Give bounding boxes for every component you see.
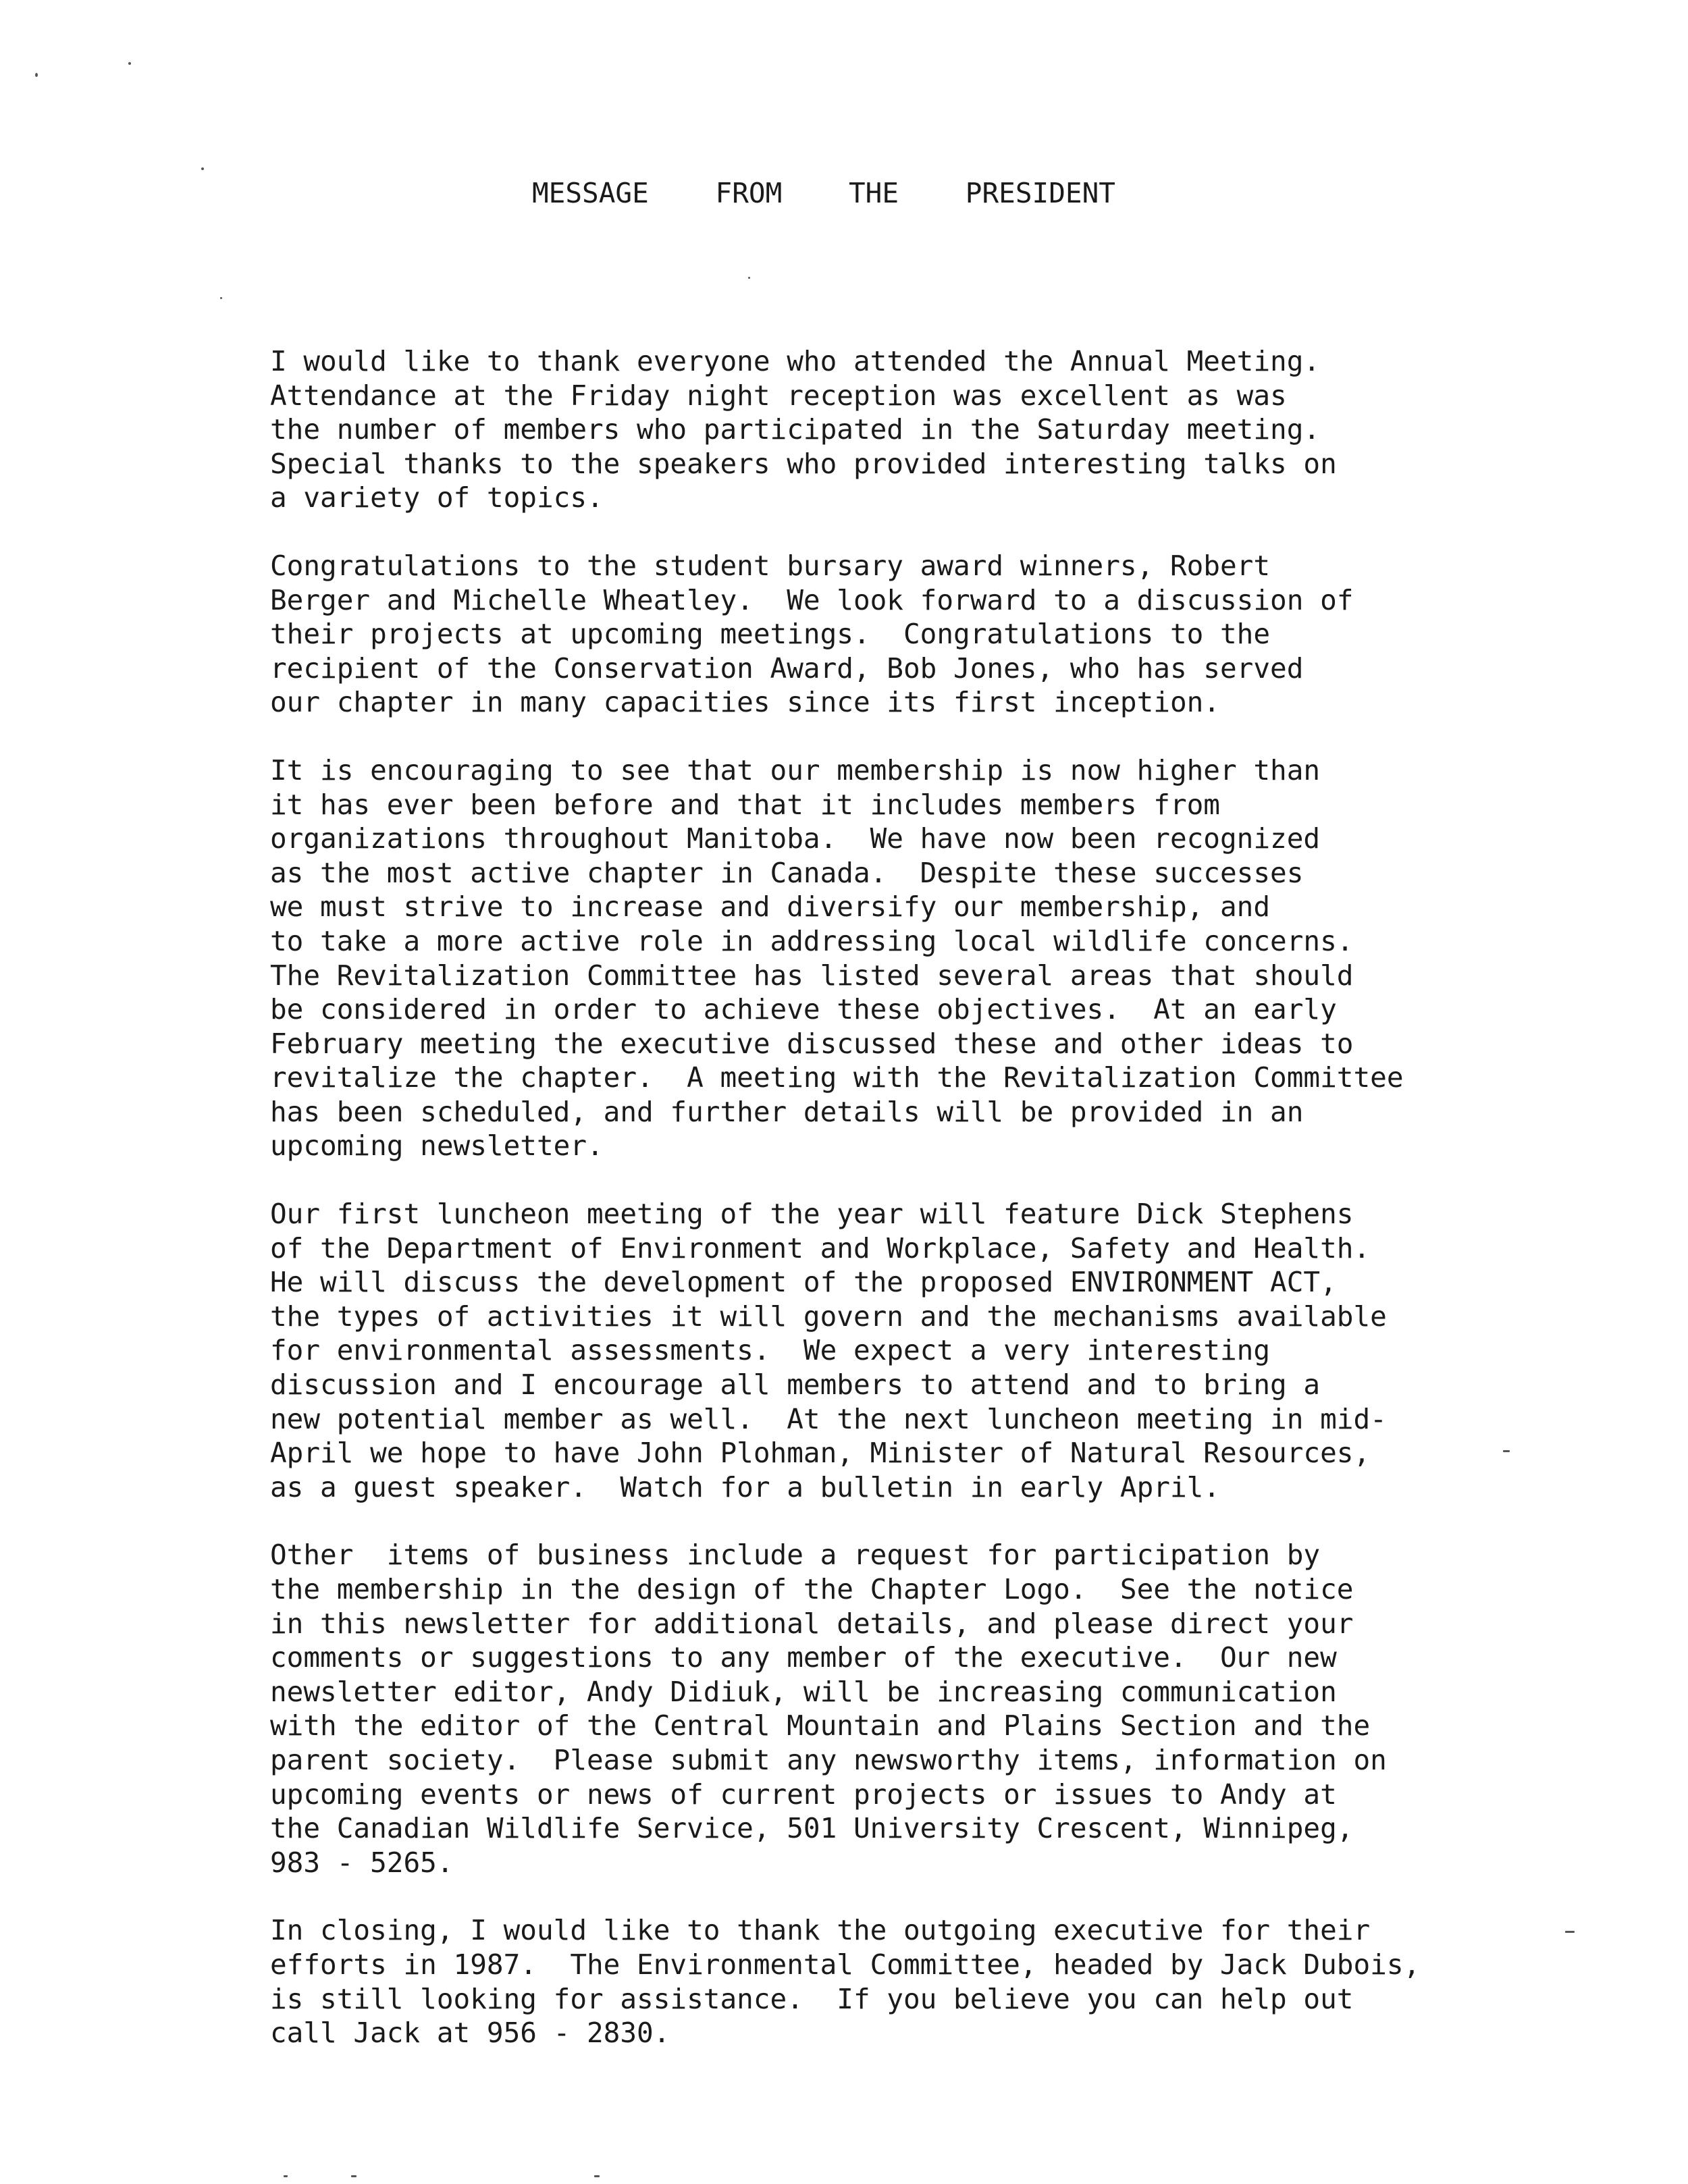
text-line: In closing, I would like to thank the outgoing executive for their [270,1914,1371,1947]
paragraph-luncheon [270,1197,1431,1504]
text-line: recipient of the Conservation Award, Bob Jones, who has served [270,651,1304,685]
text-line: the Canadian Wildlife Service, 501 University Crescent, Winnipeg, [270,1812,1354,1845]
text-line: I would like to thank everyone who attended the Annual Meeting. [270,345,1321,377]
text-line: comments or suggestions to any member of the executive. Our new [270,1641,1337,1674]
paragraph-membership [270,753,1431,1163]
text-line: upcoming newsletter. [270,1129,604,1163]
text-line: the number of members who participated in the Saturday meeting. [270,413,1321,446]
text-line: be considered in order to achieve these objectives. At an early [270,993,1337,1026]
scan-speck [1503,1450,1510,1452]
text-line: call Jack at 956 - 2830. [270,2017,670,2050]
text-line: Berger and Michelle Wheatley. We look forward to a discussion of [270,583,1354,616]
text-line: Our first luncheon meeting of the year will feature Dick Stephens [270,1198,1354,1231]
letter-body [270,344,1431,2084]
scan-speck [35,73,38,77]
scan-speck [351,2175,357,2177]
paragraph-annual-meeting [270,344,1431,515]
scan-speck [1565,1931,1575,1933]
text-line: discussion and I encourage all members to attend and to bring a [270,1368,1321,1402]
text-line: Attendance at the Friday night reception was excellent as was [270,379,1287,412]
scan-speck [594,2175,600,2177]
text-line: a variety of topics. [270,481,604,514]
text-line: their projects at upcoming meetings. Congratulations to the [270,618,1271,651]
paragraph-closing [270,1913,1431,2050]
scan-speck [201,167,204,170]
text-line: Special thanks to the speakers who provided interesting talks on [270,447,1337,480]
text-line: the types of activities it will govern and the mechanisms available [270,1300,1387,1333]
text-line: for environmental assessments. We expect a very interesting [270,1334,1271,1367]
text-line: of the Department of Environment and Workplace, Safety and Health. [270,1231,1371,1264]
text-line: organizations throughout Manitoba. We have now been recognized [270,822,1321,855]
text-line: April we hope to have John Plohman, Minister of Natural Resources, [270,1437,1371,1470]
text-line: The Revitalization Committee has listed several areas that should [270,959,1354,992]
text-line: our chapter in many capacities since its first inception. [270,686,1220,719]
text-line: upcoming events or news of current projects or issues to Andy at [270,1778,1337,1811]
text-line: efforts in 1987. The Environmental Committee, headed by Jack Dubois, [270,1948,1421,1981]
text-line: revitalize the chapter. A meeting with the Revitalization Committee [270,1061,1404,1094]
text-line: with the editor of the Central Mountain and Plains Section and the [270,1709,1371,1742]
page-title: MESSAGE FROM THE PRESIDENT [532,177,1115,209]
text-line: 983 - 5265. [270,1846,454,1879]
text-line: new potential member as well. At the next luncheon meeting in mid- [270,1402,1387,1435]
paragraph-other-business [270,1538,1431,1880]
scan-speck [128,62,131,65]
scan-speck [748,277,750,279]
text-line: it has ever been before and that it includes members from [270,788,1220,821]
text-line: as the most active chapter in Canada. Despite these successes [270,856,1304,889]
text-line: parent society. Please submit any newsworthy items, information on [270,1743,1387,1776]
text-line: He will discuss the development of the proposed ENVIRONMENT ACT, [270,1266,1337,1299]
text-line: is still looking for assistance. If you believe you can help out [270,1982,1354,2015]
text-line: newsletter editor, Andy Didiuk, will be increasing communication [270,1675,1337,1708]
paragraph-awards [270,549,1431,720]
text-line: has been scheduled, and further details will be provided in an [270,1095,1304,1128]
text-line: It is encouraging to see that our membership is now higher than [270,753,1321,787]
scan-speck [220,297,222,299]
text-line: to take a more active role in addressing local wildlife concerns. [270,924,1354,957]
text-line: we must strive to increase and diversify our membership, and [270,890,1271,924]
text-line: the membership in the design of the Chapter Logo. See the notice [270,1573,1354,1605]
text-line: Congratulations to the student bursary award winners, Robert [270,549,1271,582]
text-line: as a guest speaker. Watch for a bulletin in early April. [270,1470,1220,1503]
scan-speck [284,2175,288,2177]
text-line: February meeting the executive discussed these and other ideas to [270,1027,1354,1060]
text-line: Other items of business include a request for participation by [270,1539,1321,1572]
text-line: in this newsletter for additional details, and please direct your [270,1607,1354,1640]
